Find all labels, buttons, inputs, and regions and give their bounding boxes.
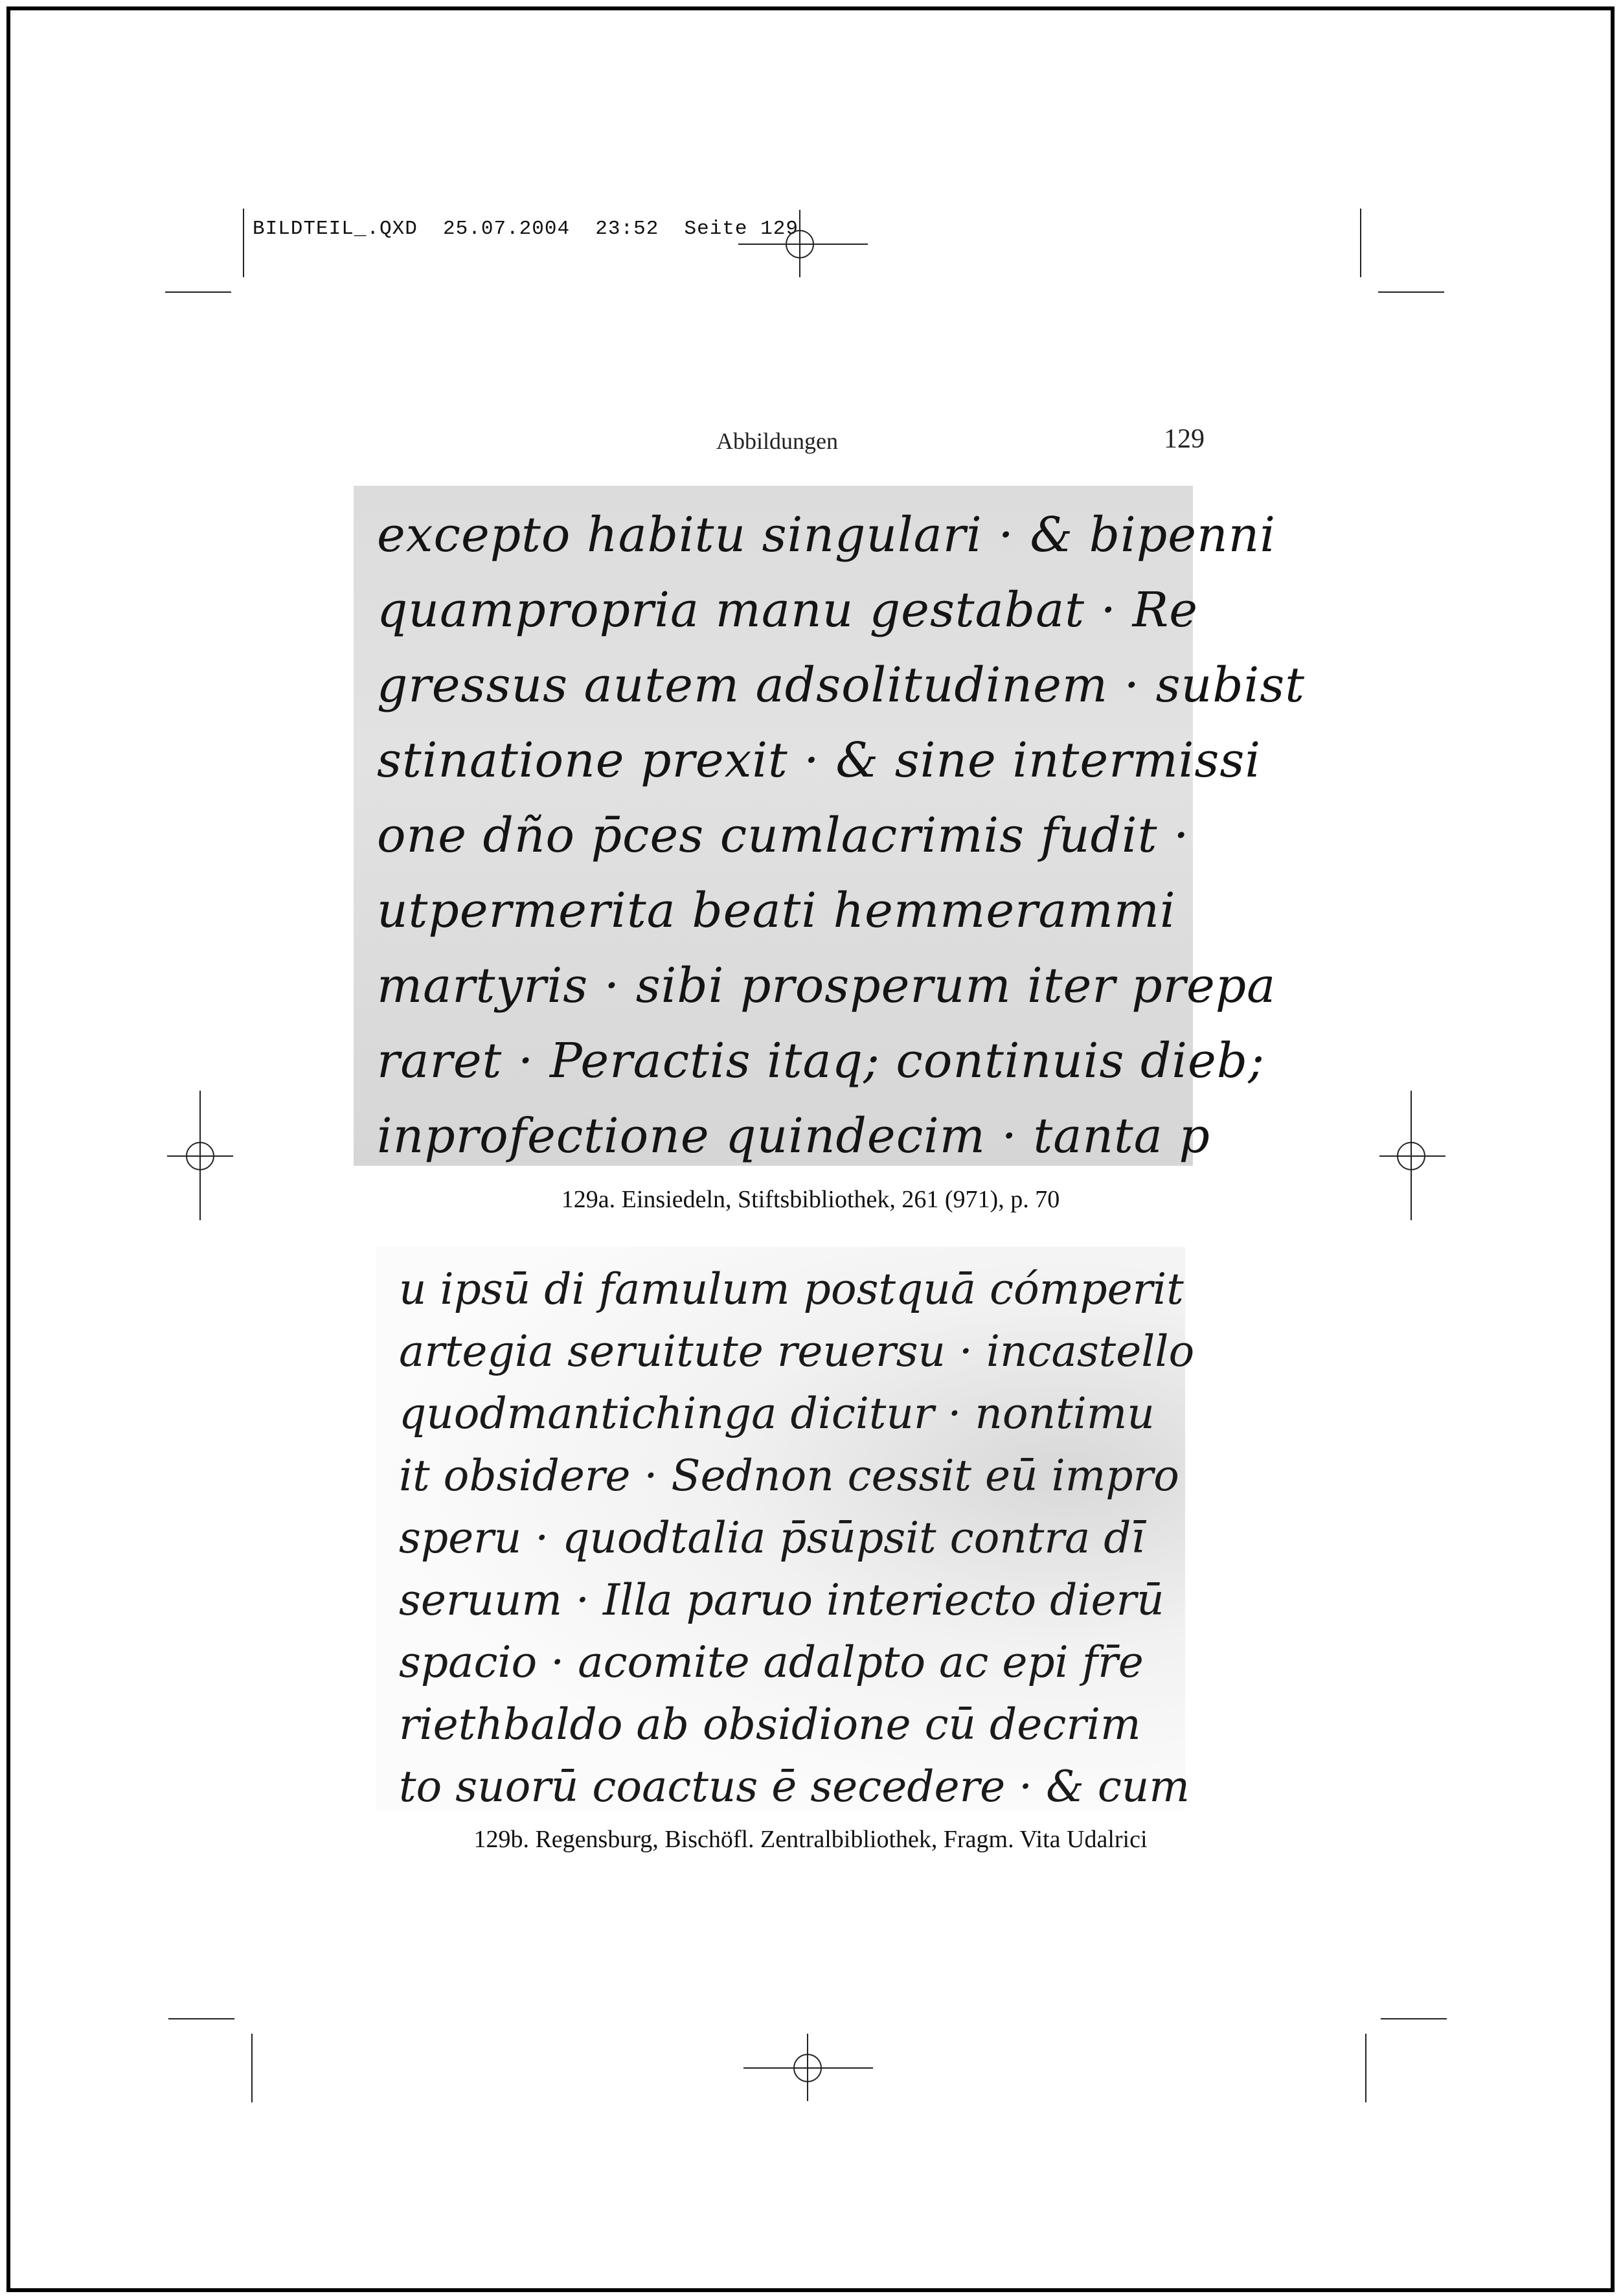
registration-mark-left-circle — [186, 1142, 214, 1170]
crop-mark-top-left-horizontal — [165, 291, 231, 293]
crop-mark-bottom-right-vertical — [1365, 2034, 1366, 2102]
registration-mark-right-circle — [1397, 1142, 1425, 1170]
crop-mark-top-right-horizontal — [1378, 291, 1444, 293]
registration-mark-top-circle — [786, 230, 814, 258]
manuscript-line: gressus autem adsolitudinem · subist — [377, 657, 1306, 713]
manuscript-line: utpermerita beati hemmerammi — [377, 883, 1176, 938]
manuscript-line: inprofectione quindecim · tanta p — [377, 1108, 1210, 1164]
manuscript-line: it obsidere · Sednon cessit eū impro — [399, 1451, 1179, 1501]
manuscript-line: u ipsū di famulum postquā cómperit — [399, 1264, 1184, 1314]
manuscript-line: seruum · Illa paruo interiecto dierū — [399, 1575, 1164, 1625]
crop-mark-bottom-left-horizontal — [168, 2018, 234, 2019]
manuscript-line: to suorū coactus ē secedere · & cum — [399, 1762, 1190, 1812]
manuscript-line: excepto habitu singulari · & bipenni — [377, 507, 1276, 563]
manuscript-line: stinatione prexit · & sine intermissi — [377, 733, 1262, 788]
running-head: Abbildungen — [716, 428, 838, 454]
manuscript-line: quampropria manu gestabat · Re — [377, 582, 1199, 638]
figure-caption-a: 129a. Einsiedeln, Stiftsbibliothek, 261 (971), p. 70 — [561, 1186, 1060, 1213]
manuscript-line: speru · quodtalia p̄sūpsit contra dī — [399, 1513, 1145, 1563]
crop-mark-bottom-left-vertical — [251, 2034, 253, 2102]
manuscript-line: one dño p̄ces cumlacrimis fudit · — [377, 808, 1190, 863]
figure-caption-b: 129b. Regensburg, Bischöfl. Zentralbibliothek, Fragm. Vita Udalrici — [473, 1826, 1148, 1853]
manuscript-line: raret · Peractis itaq; continuis dieb; — [377, 1033, 1265, 1089]
manuscript-text-b — [399, 1258, 1195, 1818]
manuscript-plate-b — [376, 1247, 1195, 1812]
page-number: 129 — [1164, 424, 1205, 454]
registration-mark-bottom-circle — [793, 2054, 822, 2082]
crop-mark-top-left-vertical — [243, 209, 244, 277]
crop-mark-top-right-vertical — [1360, 209, 1361, 277]
manuscript-line: martyris · sibi prosperum iter prepa — [377, 958, 1276, 1014]
crop-mark-bottom-right-horizontal — [1381, 2018, 1447, 2019]
manuscript-line: spacio · acomite adalpto ac epi fr̄e — [399, 1637, 1144, 1687]
printer-slug: BILDTEIL_.QXD 25.07.2004 23:52 Seite 129 — [253, 218, 799, 240]
manuscript-text-a — [377, 497, 1306, 1174]
manuscript-line: artegia seruitute reuersu · incastello — [399, 1326, 1195, 1376]
manuscript-line: quodmantichinga dicitur · nontimu — [399, 1389, 1155, 1438]
manuscript-line: riethbaldo ab obsidione cū decrim — [399, 1699, 1141, 1749]
manuscript-plate-a — [354, 486, 1306, 1166]
